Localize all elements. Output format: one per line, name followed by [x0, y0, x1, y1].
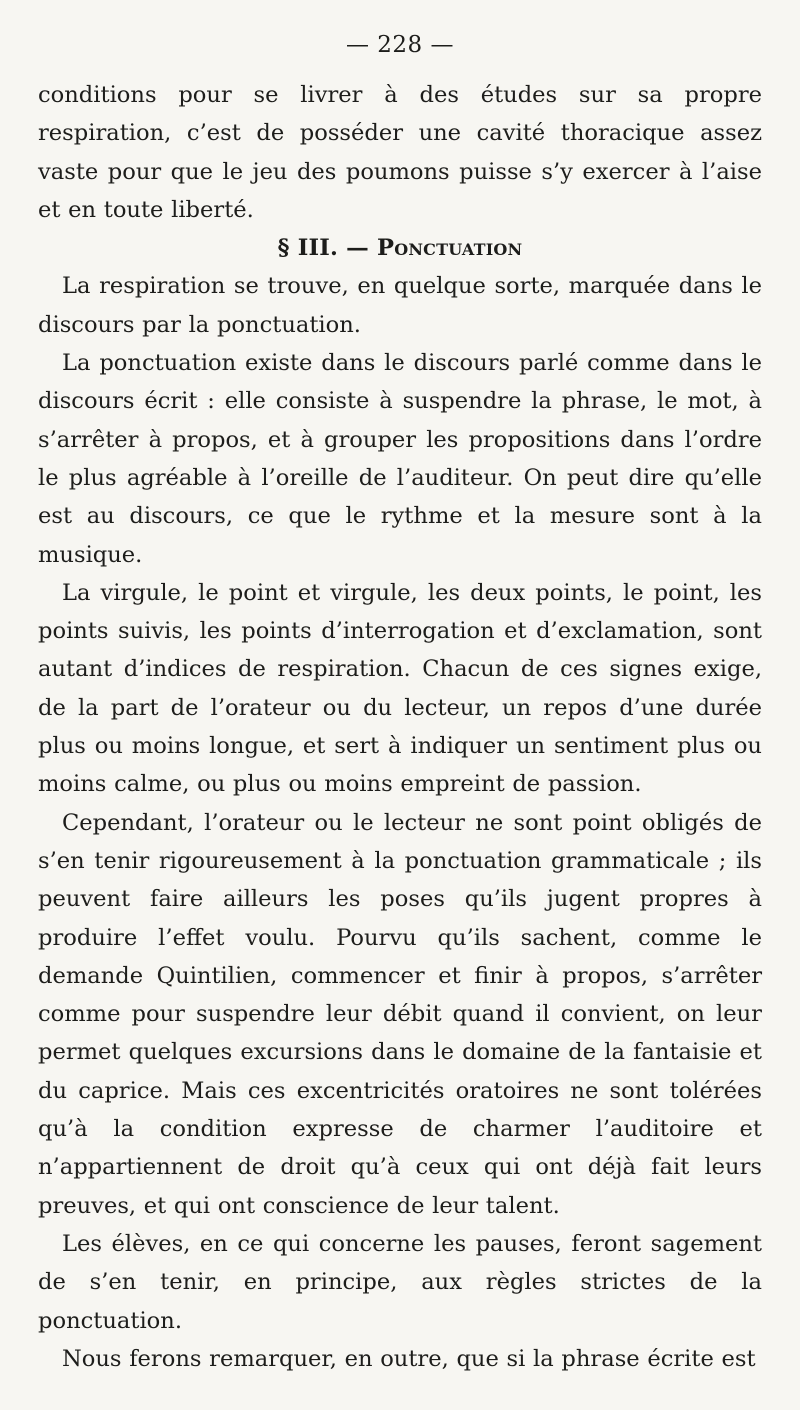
section-title: Ponctuation: [377, 235, 523, 262]
section-marker: § III. —: [277, 235, 369, 262]
section-heading: [38, 229, 762, 267]
paragraph-5: Les élèves, en ce qui concerne les pauses, feront sagement de s’en tenir, en principe, aux règles strictes de la ponctuation.: [38, 1230, 762, 1334]
paragraph-2: La ponctuation existe dans le discours parlé comme dans le discours écrit : elle consiste à suspendre la phrase, le mot, à s’arrêter à propos, et à grouper les propositions dans l’ordre le plus agréable à l’oreille de l’auditeur. On peut dire qu’elle est au discours, ce que le rythme et la mesure sont à la musique.: [38, 350, 762, 568]
paragraph-4: Cependant, l’orateur ou le lecteur ne sont point obligés de s’en tenir rigoureusement à la ponctuation grammaticale ; ils peuvent faire ailleurs les poses qu’ils jugent propres à produire l’effet voulu. Pourvu qu’ils sachent, comme le demande Quintilien, commencer et finir à propos, s’arrêter comme pour suspendre leur débit quand il convient, on leur permet quelques excursions dans le domaine de la fantaisie et du caprice. Mais ces excentricités oratoires ne sont tolérées qu’à la condition expresse de charmer l’auditoire et n’appartiennent de droit qu’à ceux qui ont déjà fait leurs preuves, et qui ont conscience de leur talent.: [38, 809, 762, 1219]
paragraph-1: La respiration se trouve, en quelque sorte, marquée dans le discours par la ponctuation.: [38, 273, 762, 338]
paragraph-3: La virgule, le point et virgule, les deux points, le point, les points suivis, les points d’interrogation et d’exclamation, sont autant d’indices de respiration. Chacun de ces signes exige, de la part de l’orateur ou du lecteur, un repos d’une durée plus ou moins longue, et sert à indiquer un sentiment plus ou moins calme, ou plus ou moins empreint de passion.: [38, 579, 762, 798]
paragraph-continued: conditions pour se livrer à des études sur sa propre respiration, c’est de posséder une cavité thoracique assez vaste pour que le jeu des poumons puisse s’y exercer à l’aise et en toute liberté.: [38, 82, 762, 223]
paragraph-6: Nous ferons remarquer, en outre, que si la phrase écrite est: [62, 1345, 756, 1372]
page-number: — 228 —: [345, 32, 455, 58]
